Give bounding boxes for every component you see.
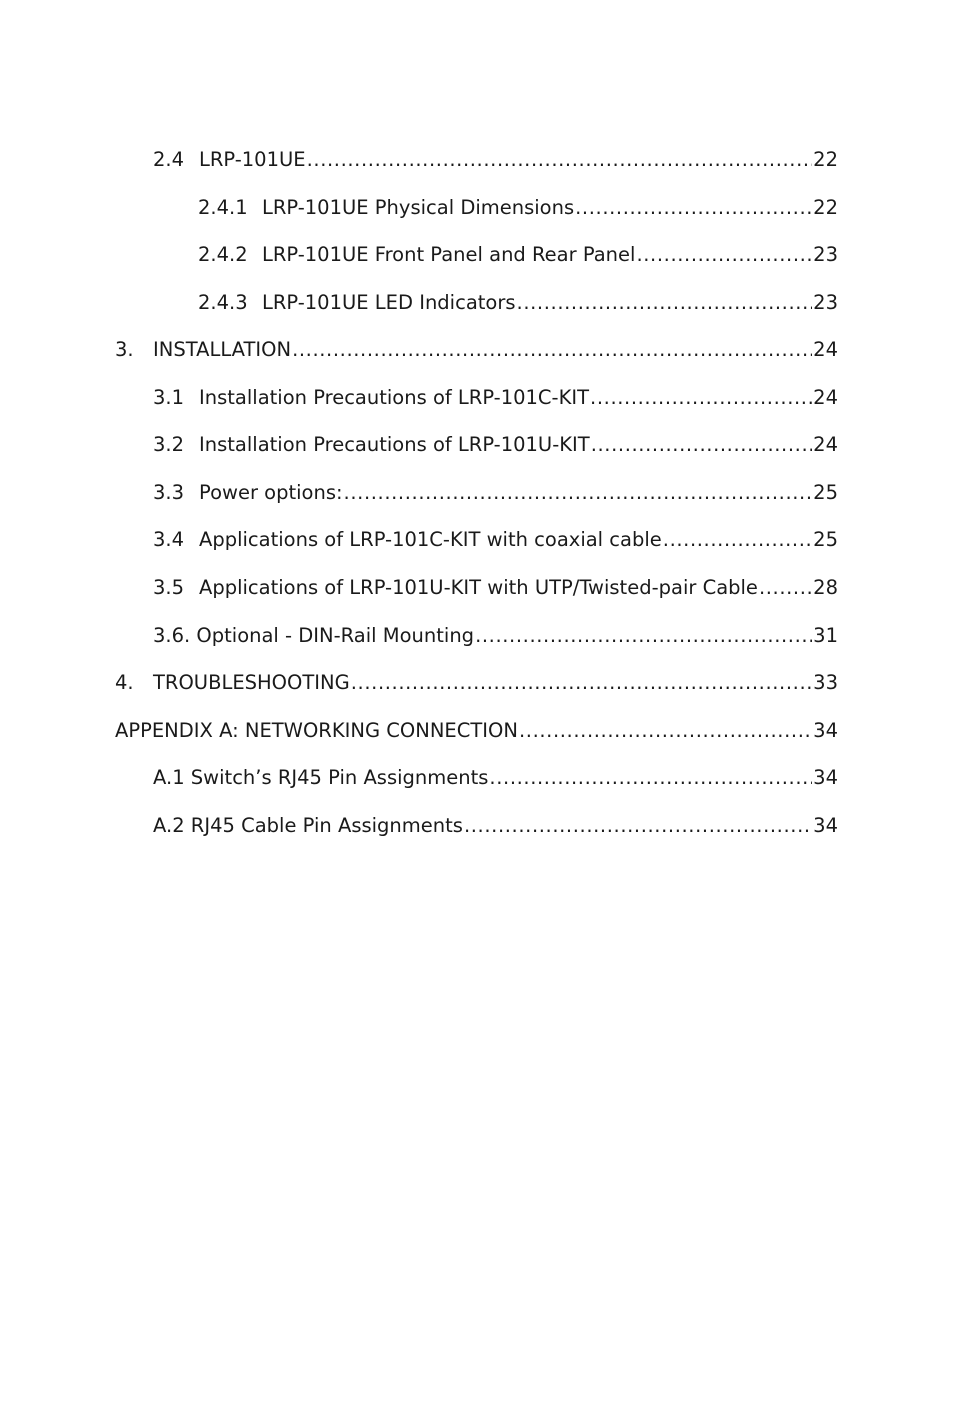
toc-dot-leader bbox=[591, 430, 812, 460]
toc-dot-leader bbox=[307, 145, 813, 175]
toc-dot-leader bbox=[489, 763, 812, 793]
toc-page-number: 25 bbox=[813, 481, 838, 504]
toc-page-number: 24 bbox=[813, 433, 838, 456]
toc-dot-leader bbox=[575, 193, 812, 223]
toc-entry-number: 3.4 bbox=[153, 528, 185, 551]
toc-entry-title: A.1 Switch’s RJ45 Pin Assignments bbox=[153, 766, 489, 789]
toc-page-number: 34 bbox=[813, 814, 838, 837]
toc-entry-3-2[interactable] bbox=[0, 430, 838, 460]
toc-entry-3-3[interactable] bbox=[0, 478, 838, 508]
toc-entry-title: INSTALLATION bbox=[153, 338, 292, 361]
toc-entry-number: 2.4.3 bbox=[198, 291, 248, 314]
toc-entry-4[interactable] bbox=[0, 668, 838, 698]
toc-entry-number: 3.2 bbox=[153, 433, 185, 456]
toc-page-number: 34 bbox=[813, 719, 838, 742]
toc-page-number: 22 bbox=[813, 196, 838, 219]
toc-dot-leader bbox=[292, 335, 812, 365]
toc-page-number: 31 bbox=[813, 624, 838, 647]
toc-page-number: 22 bbox=[813, 148, 838, 171]
toc-dot-leader bbox=[663, 525, 812, 555]
toc-entry-title: 3.6. Optional - DIN-Rail Mounting bbox=[153, 624, 475, 647]
toc-entry-number: 3. bbox=[115, 338, 134, 361]
toc-entry-2-4[interactable] bbox=[0, 145, 838, 175]
toc-entry-title: Installation Precautions of LRP-101C-KIT bbox=[199, 386, 590, 409]
toc-entry-title: TROUBLESHOOTING bbox=[153, 671, 350, 694]
toc-entry-number: 3.5 bbox=[153, 576, 185, 599]
toc-page-number: 28 bbox=[813, 576, 838, 599]
toc-page-number: 33 bbox=[813, 671, 838, 694]
toc-entry-title: LRP-101UE bbox=[199, 148, 306, 171]
toc-entry-3-6[interactable] bbox=[0, 621, 838, 651]
toc-entry-number: 4. bbox=[115, 671, 134, 694]
toc-entry-appendix-a[interactable] bbox=[0, 716, 838, 746]
toc-entry-3[interactable] bbox=[0, 335, 838, 365]
toc-page-number: 25 bbox=[813, 528, 838, 551]
toc-entry-title: Power options: bbox=[199, 481, 343, 504]
toc-dot-leader bbox=[464, 811, 812, 841]
toc-page-number: 24 bbox=[813, 338, 838, 361]
toc-entry-3-1[interactable] bbox=[0, 383, 838, 413]
toc-dot-leader bbox=[636, 240, 812, 270]
toc-entry-3-4[interactable] bbox=[0, 525, 838, 555]
toc-entry-3-5[interactable] bbox=[0, 573, 838, 603]
toc-dot-leader bbox=[351, 668, 812, 698]
toc-entry-title: Installation Precautions of LRP-101U-KIT bbox=[199, 433, 590, 456]
toc-entry-title: Applications of LRP-101C-KIT with coaxial cable bbox=[199, 528, 662, 551]
toc-entry-title: LRP-101UE Front Panel and Rear Panel bbox=[262, 243, 636, 266]
toc-page-number: 24 bbox=[813, 386, 838, 409]
toc-entry-number: 2.4.1 bbox=[198, 196, 248, 219]
toc-entry-number: 3.3 bbox=[153, 481, 185, 504]
toc-entry-title: A.2 RJ45 Cable Pin Assignments bbox=[153, 814, 463, 837]
toc-entry-2-4-1[interactable] bbox=[0, 193, 838, 223]
toc-page-number: 23 bbox=[813, 291, 838, 314]
toc-entry-number: 2.4 bbox=[153, 148, 185, 171]
toc-entry-2-4-3[interactable] bbox=[0, 288, 838, 318]
toc-entry-title: LRP-101UE Physical Dimensions bbox=[262, 196, 575, 219]
toc-entry-2-4-2[interactable] bbox=[0, 240, 838, 270]
toc-dot-leader bbox=[519, 716, 812, 746]
toc-entry-number: 2.4.2 bbox=[198, 243, 248, 266]
toc-dot-leader bbox=[517, 288, 813, 318]
toc-entry-number: 3.1 bbox=[153, 386, 185, 409]
toc-entry-title: LRP-101UE LED Indicators bbox=[262, 291, 516, 314]
toc-entry-title: Applications of LRP-101U-KIT with UTP/Twisted-pair Cable bbox=[199, 576, 758, 599]
toc-dot-leader bbox=[759, 573, 812, 603]
toc-dot-leader bbox=[475, 621, 812, 651]
toc-dot-leader bbox=[590, 383, 812, 413]
toc-page-number: 34 bbox=[813, 766, 838, 789]
toc-page-number: 23 bbox=[813, 243, 838, 266]
toc-entry-title: APPENDIX A: NETWORKING CONNECTION bbox=[115, 719, 518, 742]
toc-dot-leader bbox=[344, 478, 813, 508]
toc-entry-a-2[interactable] bbox=[0, 811, 838, 841]
toc-entry-a-1[interactable] bbox=[0, 763, 838, 793]
